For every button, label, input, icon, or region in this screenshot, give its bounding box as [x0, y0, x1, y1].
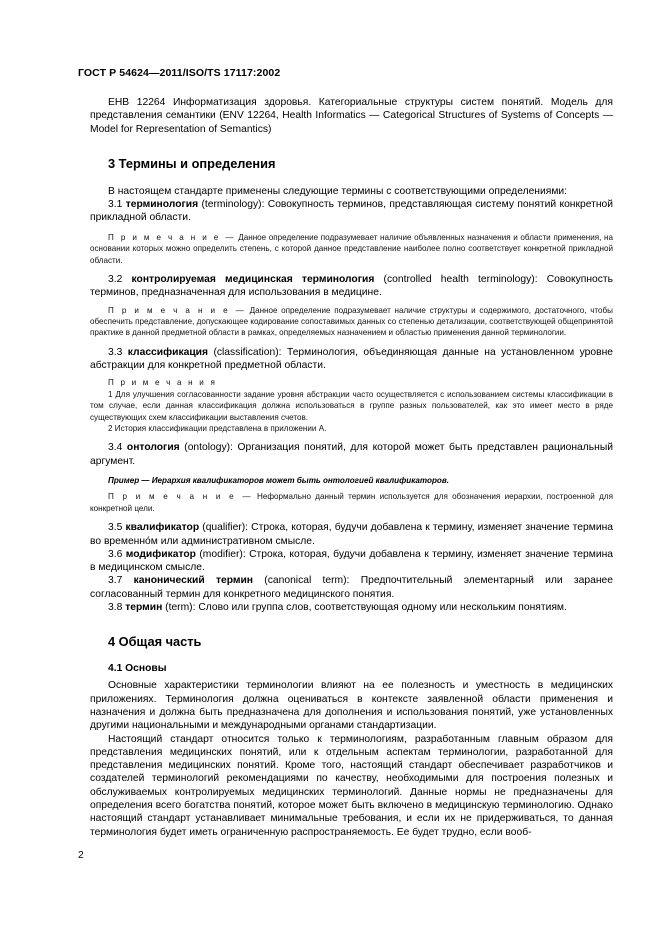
- term-definition: (canonical term): Предпочтительный элементарный или заранее согласованный термин для конкретного медицинского понятия.: [90, 575, 613, 600]
- note-text: Неформально данный термин используется для обозначения иерархии, построенной для конкретной цели.: [90, 492, 613, 513]
- example-3-4: Пример — Иерархия квалификаторов может быть онтологией квалификаторов.: [108, 476, 449, 486]
- term-3-8: [90, 601, 613, 614]
- term-number: 3.6: [108, 548, 123, 560]
- term-definition: (ontology): Организация понятий, для которой может быть представлен рациональный аргумент.: [90, 442, 613, 467]
- note-text: Данное определение подразумевает наличие структуры и содержимого, достаточного, чтобы обеспечить представление, допускающее кодирование сопоставимых данных со степенью детализации, соответствующей общепринятой практике в данной предметной области в рамках, определяемых назначением и областью применения данной терминологии.: [90, 305, 613, 338]
- note-3-1: [90, 232, 613, 266]
- reference-ehb: ЕНВ 12264 Информатизация здоровья. Категориальные структуры систем понятий. Модель для представления семантики (ENV 12264, Health Informatics — Categorical Structures of Systems of Concepts — Model for Representation of Semantics): [90, 97, 613, 135]
- term-number: 3.1: [108, 199, 123, 211]
- page-number: 2: [78, 850, 84, 861]
- notes-label: П р и м е ч а н и я: [108, 378, 218, 388]
- note-label: П р и м е ч а н и е —: [108, 232, 236, 242]
- term-definition: (classification): Терминология, объединяющая данные на установленном уровне абстракции для конкретной предметной области.: [90, 346, 613, 372]
- note-3-2: [90, 305, 613, 339]
- term-3-7: [90, 574, 613, 601]
- note-3-3-item-2: 2 История классификации представлена в приложении А.: [108, 424, 327, 434]
- term-name: квалификатор: [125, 522, 200, 534]
- term-definition: (modifier): Строка, которая, будучи добавлена к термину, изменяет значение термина в медицинском смысле.: [90, 548, 613, 574]
- document-header: ГОСТ Р 54624—2011/ISO/TS 17117:2002: [78, 67, 281, 79]
- term-name: канонический термин: [133, 575, 254, 587]
- term-name: классификация: [127, 346, 208, 358]
- term-name: онтология: [126, 442, 180, 454]
- term-definition: (controlled health terminology): Совокупность терминов, предназначенная для использования в медицине.: [90, 274, 613, 299]
- term-3-6: [90, 548, 613, 575]
- section-3-title: 3 Термины и определения: [108, 155, 276, 171]
- term-number: 3.2: [108, 274, 123, 285]
- term-definition: (term): Слово или группа слов, соответствующая одному или нескольким понятиям.: [162, 602, 567, 614]
- note-3-3-item-1: 1 Для улучшения согласованности задание уровня абстракции часто осуществляется с использованием системы классификации в том случае, если данная классификация должна использоваться в группе разных пользователей, как это имеет место в ряде существующих схем классификации выставления счетов.: [90, 389, 613, 422]
- term-name: модификатор: [125, 548, 196, 560]
- term-number: 3.5: [108, 522, 123, 534]
- term-3-1: [90, 198, 613, 225]
- term-definition: (terminology): Совокупность терминов, представляющая систему понятий конкретной прикладной области.: [90, 199, 613, 224]
- note-label: П р и м е ч а н и е —: [108, 492, 253, 502]
- page-content: [90, 96, 613, 839]
- term-name: терминология: [125, 199, 199, 211]
- subsection-4-1-title: 4.1 Основы: [108, 663, 167, 675]
- term-name: термин: [125, 602, 163, 614]
- term-number: 3.8: [108, 602, 123, 614]
- note-label: П р и м е ч а н и е —: [108, 305, 246, 315]
- term-3-4: [90, 441, 613, 468]
- term-definition: (qualifier): Строка, которая, будучи добавлена к термину, изменяет значение термина во временно́м или административном смысле.: [90, 522, 613, 547]
- section-4-title: 4 Общая часть: [108, 634, 202, 650]
- note-3-4: [90, 491, 613, 514]
- term-number: 3.7: [108, 575, 123, 587]
- section-4-1-paragraph-2: Настоящий стандарт относится только к терминологиям, разработанным главным образом для представления медицинских понятий, или к отдельным аспектам терминологии, разработанной для представления медицинских понятий. Кроме того, настоящий стандарт обеспечивает разработчиков и создателей терминологий рекомендациями по качеству, необходимыми для построения полезных и обслуживаемых контролируемых медицинских терминологий. Данные нормы не предназначены для определения всего богатства понятий, которое может быть включено в медицинскую терминологию. Однако настоящий стандарт устанавливает минимальные требования, и если их не придерживаться, то данная терминология будет иметь ограниченную распространяемость. Ее будет трудно, если вооб-: [90, 733, 613, 838]
- term-number: 3.4: [108, 442, 123, 454]
- note-text: Данное определение подразумевает наличие объявленных назначения и области применения, на основании которых можно определить степень, с которой данное представление наиболее полно соответствует конкретной прикладной области.: [90, 232, 613, 265]
- term-3-3: [90, 346, 613, 373]
- term-number: 3.3: [108, 346, 123, 358]
- section-4-1-paragraph-1: Основные характеристики терминологии влияют на ее полезность и уместность в медицинских приложениях. Терминология должна оцениваться в контексте заявленной области применения и назначения и должна быть предназначена для дополнения и использования понятий, уже установленных другими национальными и международными органами стандартизации.: [90, 680, 613, 732]
- section-3-intro: В настоящем стандарте применены следующие термины с соответствующими определениями:: [108, 185, 568, 197]
- term-3-2: [90, 273, 613, 300]
- term-3-5: [90, 521, 613, 548]
- notes-3-3-label: [90, 377, 613, 388]
- term-name: контролируемая медицинская терминология: [131, 274, 375, 285]
